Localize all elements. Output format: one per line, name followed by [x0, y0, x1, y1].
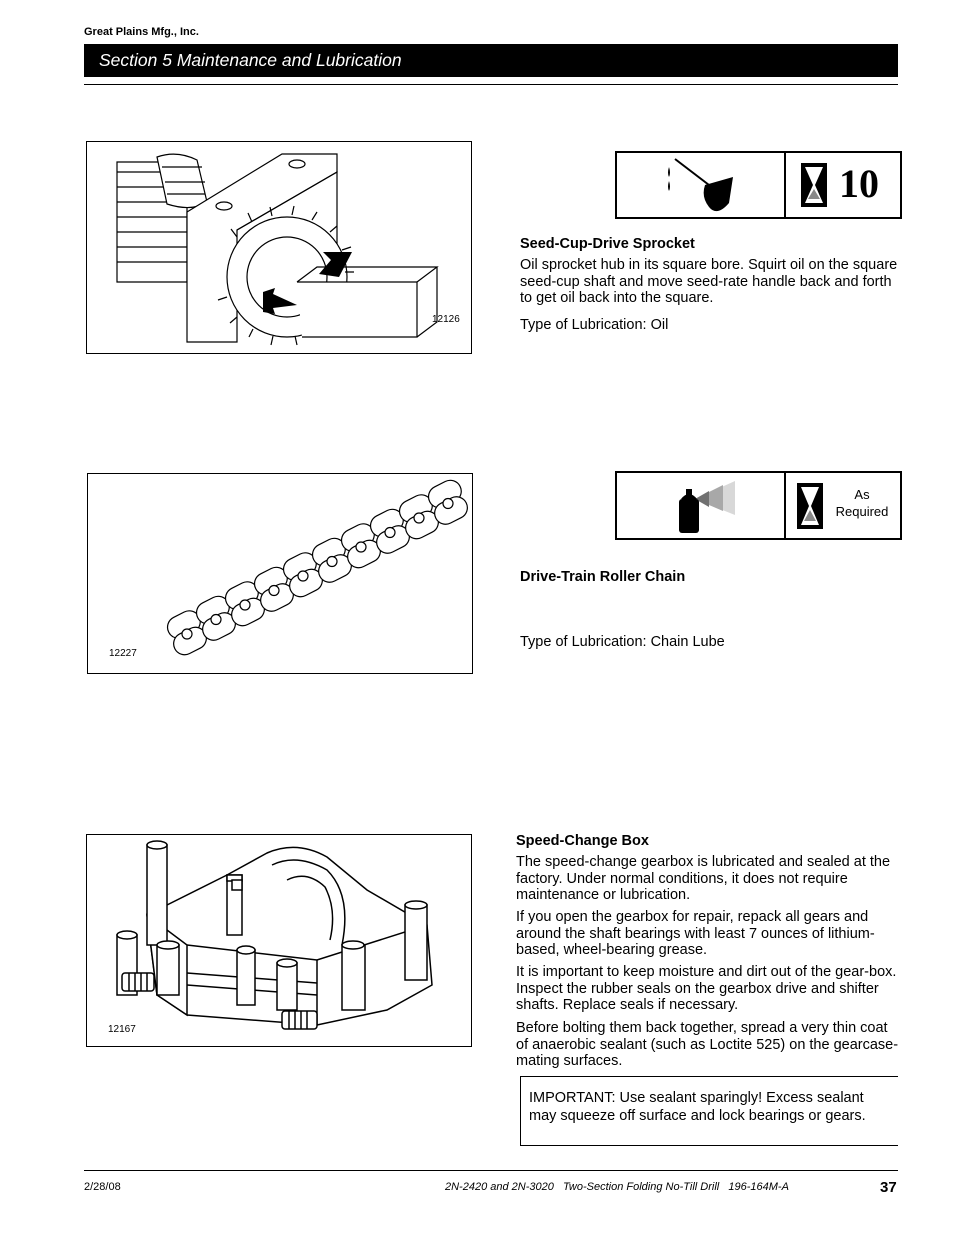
- figure-number: 12167: [108, 1024, 136, 1035]
- item-paragraph: Before bolting them back together, spread a very thin coat of anaerobic sealant (such as Loctite 525) on the gearcase-mating surfaces.: [516, 1020, 899, 1069]
- section-header-bar: [84, 44, 898, 77]
- figure-number: 12227: [109, 648, 137, 659]
- company-name: Great Plains Mfg., Inc.: [84, 26, 199, 38]
- lube-symbol-box-oil: [615, 151, 902, 219]
- spray-can-icon: [675, 477, 739, 535]
- lube-interval-text: [831, 486, 893, 520]
- roller-chain-illustration: [88, 474, 472, 673]
- item-heading: Seed-Cup-Drive Sprocket: [520, 236, 695, 252]
- item-paragraph: The speed-change gearbox is lubricated and sealed at the factory. Under normal conditions, it does not require maintenance or lubrication.: [516, 854, 891, 903]
- interval-line-1: As: [854, 487, 870, 502]
- sprocket-figure: [86, 141, 472, 354]
- footer-date: 2/28/08: [84, 1181, 121, 1193]
- gearbox-illustration: [87, 835, 471, 1046]
- header-rule: [84, 84, 898, 85]
- section-title: Section 5 Maintenance and Lubrication: [99, 50, 402, 70]
- lubrication-type: Type of Lubrication: Oil: [520, 317, 669, 333]
- figure-number: 12126: [432, 314, 460, 325]
- sprocket-illustration: [87, 142, 471, 353]
- item-paragraph: If you open the gearbox for repair, repack all gears and around the shaft bearings with least 7 ounces of lithium-based, wheel-bearing grease.: [516, 909, 875, 958]
- gearbox-figure: [86, 834, 472, 1047]
- lube-symbol-box-spray: [615, 471, 902, 540]
- item-paragraph: It is important to keep moisture and dirt out of the gear-box. Inspect the rubber seals on the gearbox drive and shifter shafts. Replace seals if necessary.: [516, 964, 897, 1013]
- interval-line-2: Required: [835, 504, 889, 519]
- oil-can-icon: [657, 155, 747, 215]
- item-paragraph: Oil sprocket hub in its square bore. Squirt oil on the square seed-cup shaft and move seed-rate handle back and forth to get oil back into the square.: [520, 257, 898, 306]
- footer-rule: [84, 1170, 898, 1171]
- important-notice: IMPORTANT: Use sealant sparingly! Excess sealant may squeeze off surface and lock bearings or gears.: [520, 1076, 898, 1146]
- lubrication-type: Type of Lubrication: Chain Lube: [520, 634, 725, 650]
- lube-interval-number: 10: [839, 161, 879, 206]
- page-number: 37: [880, 1179, 897, 1196]
- item-heading: Drive-Train Roller Chain: [520, 569, 686, 585]
- roller-chain-figure: [87, 473, 473, 674]
- footer-document-title: 2N-2420 and 2N-3020 Two-Section Folding No-Till Drill 196-164M-A: [445, 1181, 789, 1193]
- hourglass-icon: [797, 483, 823, 529]
- item-heading: Speed-Change Box: [516, 833, 649, 849]
- hourglass-icon: [801, 163, 827, 207]
